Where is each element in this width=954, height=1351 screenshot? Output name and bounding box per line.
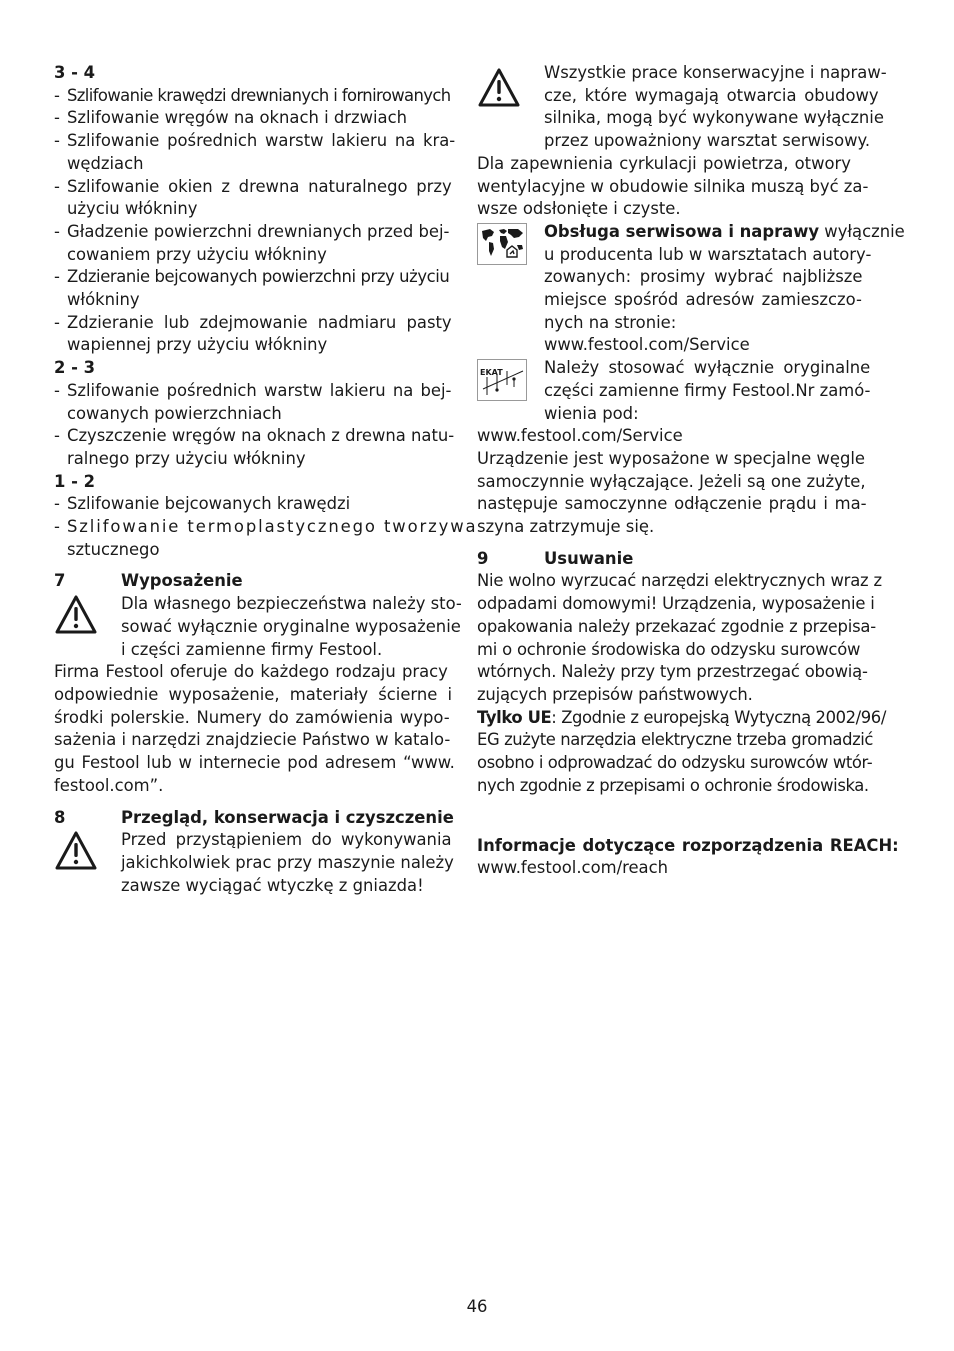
warning-text-line: silnika, mogą być wykonywane wyłącznie bbox=[544, 108, 884, 128]
section-number: 7 bbox=[54, 571, 66, 591]
service-line: Obsługa serwisowa i naprawy wyłącznie bbox=[544, 221, 905, 241]
group-2-3-heading: 2 - 3 bbox=[54, 358, 96, 378]
warning-icon bbox=[54, 829, 121, 897]
service-world-map-icon bbox=[477, 221, 544, 357]
section-title: Wyposażenie bbox=[121, 571, 243, 591]
warning-text-line: sować wyłącznie oryginalne wyposażenie bbox=[121, 616, 461, 636]
ekat-label: EKAT bbox=[480, 368, 503, 378]
list-item-line: Zdzieranie bejcowanych powierzchni przy użyciu bbox=[67, 267, 450, 287]
list-item-line: Szlifowanie termoplastycznego tworzywa bbox=[67, 517, 478, 537]
section-8-warning bbox=[54, 829, 455, 897]
list-item-line: wędziach bbox=[67, 153, 144, 173]
section-7-text: Firma Festool oferuje do każdego rodzaju pracy odpowiednie wyposażenie, materiały ścierne i środki polerskie. Numery do zamówienia wypo- sażenia i narzędzi znajdziecie Państwo w katalo- gu Festool lub w internecie pod adresem “www. festool.com”. bbox=[54, 662, 455, 795]
list-item: - Szlifowanie termoplastycznego tworzywa sztucznego bbox=[54, 516, 455, 561]
reach-heading: Informacje dotyczące rozporządzenia REACH: bbox=[477, 835, 899, 855]
spare-parts-block: EKAT Należy stosować wyłącznie oryginalne części zamienne firmy Festool.Nr zamó- wienia pod: bbox=[477, 357, 878, 425]
carbon-brushes-text: Urządzenie jest wyposażone w specjalne węgle samoczynnie wyłączające. Jeżeli są one zużyte, następuje samoczynne odłączenie prądu i ma- szyna zatrzymuje się. bbox=[477, 448, 867, 537]
section-number: 9 bbox=[477, 548, 489, 568]
ekat-icon bbox=[477, 357, 544, 425]
section-9-text: Nie wolno wyrzucać narzędzi elektrycznych wraz z odpadami domowymi! Urządzenia, wyposażenie i opakowania należy przekazać zgodnie z przepisa- mi o ochronie środowiska do odzysku surowców wtórnych. Należy przy tym przestrzegać obowią- zujących przepisów państwowych. bbox=[477, 571, 882, 704]
list-item: - Szlifowanie wręgów na oknach i drzwiach bbox=[54, 107, 455, 130]
warning-text-line: cze, które wymagają otwarcia obudowy bbox=[544, 85, 879, 105]
ventilation-text: Dla zapewnienia cyrkulacji powietrza, otwory wentylacyjne w obudowie silnika muszą być za- wsze odsłonięte i czyste. bbox=[477, 153, 869, 219]
list-item: - Gładzenie powierzchni drewnianych przed bej- cowaniem przy użyciu włókniny bbox=[54, 221, 455, 266]
maintenance-warning bbox=[477, 62, 887, 153]
section-8-heading bbox=[54, 807, 455, 830]
section-9-heading bbox=[477, 548, 878, 571]
list-item-line: cowanych powierzchniach bbox=[67, 403, 282, 423]
section-7-heading bbox=[54, 570, 455, 593]
list-item-line: Szlifowanie wręgów na oknach i drzwiach bbox=[67, 108, 407, 128]
list-item: - Szlifowanie bejcowanych krawędzi bbox=[54, 493, 455, 516]
right-column bbox=[477, 62, 905, 880]
list-item-line: cowaniem przy użyciu włókniny bbox=[67, 244, 327, 264]
reach-url: www.festool.com/reach bbox=[477, 858, 668, 878]
list-item-line: użyciu włókniny bbox=[67, 199, 198, 219]
list-item-line: wapiennej przy użyciu włókniny bbox=[67, 335, 328, 355]
section-number: 8 bbox=[54, 807, 66, 827]
section-7-warning bbox=[54, 593, 462, 661]
list-item: - Zdzieranie bejcowanych powierzchni przy użyciu włókniny bbox=[54, 266, 455, 311]
warning-text-line: i części zamienne firmy Festool. bbox=[121, 639, 383, 659]
list-item-line: Szlifowanie pośrednich warstw lakieru na bej- bbox=[67, 380, 452, 400]
warning-icon bbox=[477, 62, 544, 153]
list-item-line: sztucznego bbox=[67, 539, 160, 559]
warning-text-line: przez upoważniony warsztat serwisowy. bbox=[544, 131, 871, 151]
list-item-line: Szlifowanie pośrednich warstw lakieru na kra- bbox=[67, 131, 456, 151]
list-item: - Czyszczenie wręgów na oknach z drewna natu- ralnego przy użyciu włókniny bbox=[54, 425, 455, 470]
list-item: - Szlifowanie krawędzi drewnianych i fornirowanych bbox=[54, 85, 451, 105]
list-item-line: Czyszczenie wręgów na oknach z drewna natu- bbox=[67, 426, 455, 446]
eu-disposal-text: Tylko UE: Zgodnie z europejską Wytyczną 2002/96/ EG zużyte narzędzia elektryczne trzeba gromadzić osobno i odprowadzać do odzysku surowców wtór- nych zgodnie z przepisami o ochronie środowiska. bbox=[477, 707, 886, 795]
warning-icon bbox=[54, 593, 121, 661]
list-item: - Szlifowanie pośrednich warstw lakieru na bej- cowanych powierzchniach bbox=[54, 380, 455, 425]
list-item-line: włókniny bbox=[67, 290, 140, 310]
list-item-line: Szlifowanie okien z drewna naturalnego przy bbox=[67, 176, 452, 196]
warning-text-line: jakichkolwiek prac przy maszynie należy bbox=[121, 852, 454, 872]
list-item-line: Gładzenie powierzchni drewnianych przed bej- bbox=[67, 221, 450, 241]
list-item: - Zdzieranie lub zdejmowanie nadmiaru pasty wapiennej przy użyciu włókniny bbox=[54, 312, 455, 357]
parts-url: www.festool.com/Service bbox=[477, 426, 683, 446]
list-item-line: ralnego przy użyciu włókniny bbox=[67, 448, 306, 468]
section-title: Przegląd, konserwacja i czyszczenie bbox=[121, 807, 454, 827]
list-item: - Szlifowanie pośrednich warstw lakieru na kra- wędziach bbox=[54, 130, 455, 175]
section-title: Usuwanie bbox=[544, 548, 634, 568]
group-3-4-heading: 3 - 4 bbox=[54, 63, 96, 82]
group-1-2-heading: 1 - 2 bbox=[54, 471, 96, 491]
list-item-line: Zdzieranie lub zdejmowanie nadmiaru pasty bbox=[67, 312, 452, 332]
list-item-text: Szlifowanie krawędzi drewnianych i fornirowanych bbox=[67, 85, 451, 105]
warning-text-line: Przed przystąpieniem do wykonywania bbox=[121, 830, 452, 850]
service-url: www.festool.com/Service bbox=[544, 335, 750, 355]
page-number: 46 bbox=[466, 1297, 488, 1316]
warning-text-line: zawsze wyciągać wtyczkę z gniazda! bbox=[121, 875, 424, 895]
list-item-line: Szlifowanie bejcowanych krawędzi bbox=[67, 494, 351, 514]
warning-text-line: Dla własnego bezpieczeństwa należy sto- bbox=[121, 594, 462, 614]
warning-text-line: Wszystkie prace konserwacyjne i napraw- bbox=[544, 63, 887, 82]
list-item: - Szlifowanie okien z drewna naturalnego przy użyciu włókniny bbox=[54, 176, 455, 221]
service-block: Obsługa serwisowa i naprawy wyłącznie u producenta lub w warsztatach autory- zowanych: prosimy wybrać najbliższe miejsce spośród adresów zamieszczo- nych na stronie: www.festool.com/Service bbox=[477, 221, 878, 357]
left-column bbox=[54, 62, 478, 897]
